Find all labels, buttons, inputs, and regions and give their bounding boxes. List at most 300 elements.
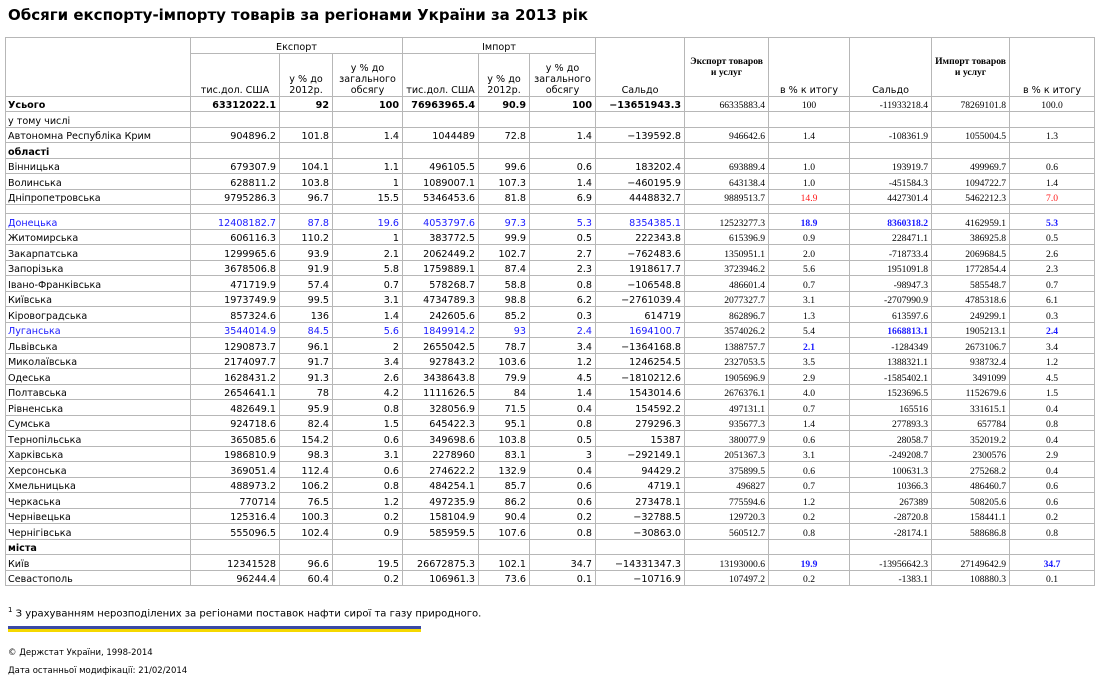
cell-export-pct-total: 1.4: [333, 127, 403, 143]
cell-import-goods-services: 486460.7: [932, 477, 1010, 493]
cell-export-pct-2012: 106.2: [280, 477, 333, 493]
cell-pct-itogu-2: [1010, 143, 1095, 159]
cell-saldo-2: -13956642.3: [850, 555, 932, 571]
cell-export-pct-2012: 154.2: [280, 431, 333, 447]
cell-export-goods-services: 13193000.6: [685, 555, 769, 571]
cell-import-pct-2012: 73.6: [479, 570, 530, 586]
cell-export-usd: 365085.6: [191, 431, 280, 447]
cell-pct-itogu: 0.8: [769, 524, 850, 540]
header-name-cell: [6, 38, 191, 97]
region-name: Рівненська: [6, 400, 191, 416]
cell-saldo-2: 613597.6: [850, 307, 932, 323]
cell-pct-itogu: 2.9: [769, 369, 850, 385]
cell-import-goods-services: 5462212.3: [932, 189, 1010, 205]
cell-export-usd: 555096.5: [191, 524, 280, 540]
cell-import-pct-2012: 99.6: [479, 158, 530, 174]
header-export-pct-total: у % до загального обсягу: [333, 53, 403, 96]
cell-import-goods-services: 4785318.6: [932, 291, 1010, 307]
cell-pct-itogu-2: 1.5: [1010, 384, 1095, 400]
table-row: [6, 158, 1095, 174]
cell-import-goods-services: 249299.1: [932, 307, 1010, 323]
cell-import-goods-services: 1055004.5: [932, 127, 1010, 143]
cell-import-pct-total: 0.2: [530, 508, 596, 524]
cell-export-pct-2012: [280, 539, 333, 555]
spacer-cell: [280, 205, 333, 214]
cell-export-goods-services: 9889513.7: [685, 189, 769, 205]
table-row: [6, 353, 1095, 369]
cell-saldo: −14331347.3: [596, 555, 685, 571]
region-name: Київ: [6, 555, 191, 571]
cell-export-pct-2012: 91.3: [280, 369, 333, 385]
section-row: [6, 112, 1095, 128]
cell-export-pct-2012: 76.5: [280, 493, 333, 509]
cell-import-pct-2012: 86.2: [479, 493, 530, 509]
header-export-goods-services: Экспорт товаров и услуг: [685, 38, 769, 97]
cell-pct-itogu: 0.2: [769, 570, 850, 586]
table-row: [6, 555, 1095, 571]
cell-import-pct-2012: [479, 539, 530, 555]
cell-import-usd: 1089007.1: [403, 174, 479, 190]
cell-pct-itogu: [769, 143, 850, 159]
cell-export-usd: 606116.3: [191, 229, 280, 245]
region-name: Хмельницька: [6, 477, 191, 493]
spacer-cell: [596, 205, 685, 214]
cell-export-pct-2012: 91.7: [280, 353, 333, 369]
cell-import-pct-2012: 58.8: [479, 276, 530, 292]
region-name: Автономна Республіка Крим: [6, 127, 191, 143]
cell-saldo: −139592.8: [596, 127, 685, 143]
cell-pct-itogu: 0.6: [769, 462, 850, 478]
cell-export-pct-2012: 60.4: [280, 570, 333, 586]
cell-import-usd: 2278960: [403, 446, 479, 462]
cell-import-usd: 484254.1: [403, 477, 479, 493]
cell-export-usd: 125316.4: [191, 508, 280, 524]
cell-export-pct-total: 19.5: [333, 555, 403, 571]
cell-pct-itogu-2: 1.2: [1010, 353, 1095, 369]
table-row: [6, 307, 1095, 323]
cell-import-pct-total: 0.6: [530, 477, 596, 493]
cell-saldo-2: [850, 112, 932, 128]
cell-saldo: −10716.9: [596, 570, 685, 586]
cell-import-pct-2012: 97.3: [479, 214, 530, 230]
cell-export-pct-2012: 78: [280, 384, 333, 400]
table-row: [6, 400, 1095, 416]
cell-import-pct-total: 2.4: [530, 322, 596, 338]
footnote-text: З урахуванням нерозподілених за регіонами поставок нафти сирої та газу природного.: [12, 608, 482, 620]
cell-export-pct-2012: 136: [280, 307, 333, 323]
cell-saldo: 1694100.7: [596, 322, 685, 338]
cell-import-pct-2012: [479, 143, 530, 159]
cell-export-pct-2012: 91.9: [280, 260, 333, 276]
spacer-cell: [530, 205, 596, 214]
cell-export-pct-2012: 112.4: [280, 462, 333, 478]
cell-import-usd: 158104.9: [403, 508, 479, 524]
cell-saldo-2: -108361.9: [850, 127, 932, 143]
cell-export-pct-total: 3.1: [333, 291, 403, 307]
table-row: [6, 291, 1095, 307]
cell-export-usd: 924718.6: [191, 415, 280, 431]
cell-export-pct-2012: 99.5: [280, 291, 333, 307]
cell-import-pct-total: 1.2: [530, 353, 596, 369]
table-row: [6, 245, 1095, 261]
cell-import-goods-services: 499969.7: [932, 158, 1010, 174]
cell-pct-itogu-2: 34.7: [1010, 555, 1095, 571]
cell-saldo-2: -249208.7: [850, 446, 932, 462]
cell-pct-itogu: 19.9: [769, 555, 850, 571]
spacer-cell: [479, 205, 530, 214]
cell-import-pct-2012: 87.4: [479, 260, 530, 276]
cell-saldo: 15387: [596, 431, 685, 447]
header-pct-itogu-2: в % к итогу: [1010, 38, 1095, 97]
cell-export-pct-2012: 104.1: [280, 158, 333, 174]
cell-pct-itogu: 2.0: [769, 245, 850, 261]
cell-export-goods-services: 1905696.9: [685, 369, 769, 385]
cell-pct-itogu-2: [1010, 112, 1095, 128]
cell-export-goods-services: 946642.6: [685, 127, 769, 143]
cell-import-usd: 2062449.2: [403, 245, 479, 261]
cell-import-goods-services: 4162959.1: [932, 214, 1010, 230]
cell-export-goods-services: 12523277.3: [685, 214, 769, 230]
cell-export-pct-total: 2.6: [333, 369, 403, 385]
cell-pct-itogu-2: 0.3: [1010, 307, 1095, 323]
cell-export-goods-services: 935677.3: [685, 415, 769, 431]
cell-import-usd: [403, 539, 479, 555]
cell-saldo-2: -98947.3: [850, 276, 932, 292]
cell-pct-itogu-2: 0.1: [1010, 570, 1095, 586]
cell-import-pct-2012: 103.8: [479, 431, 530, 447]
cell-saldo-2: -718733.4: [850, 245, 932, 261]
cell-saldo-2: -1383.1: [850, 570, 932, 586]
cell-saldo-2: 267389: [850, 493, 932, 509]
cell-saldo-2: 100631.3: [850, 462, 932, 478]
footnote: [8, 606, 481, 619]
region-name: Вінницька: [6, 158, 191, 174]
region-name: Сумська: [6, 415, 191, 431]
table-row: [6, 431, 1095, 447]
cell-export-pct-total: 1.1: [333, 158, 403, 174]
table-row: [6, 229, 1095, 245]
region-name: Львівська: [6, 338, 191, 354]
cell-export-usd: 471719.9: [191, 276, 280, 292]
cell-import-usd: 645422.3: [403, 415, 479, 431]
cell-pct-itogu: 0.7: [769, 400, 850, 416]
table-row: [6, 189, 1095, 205]
section-row: [6, 539, 1095, 555]
cell-import-usd: 76963965.4: [403, 96, 479, 112]
region-name: Миколаївська: [6, 353, 191, 369]
cell-saldo: −1810212.6: [596, 369, 685, 385]
cell-export-pct-total: 4.2: [333, 384, 403, 400]
header-import-pct-2012: у % до 2012р.: [479, 53, 530, 96]
spacer-cell: [403, 205, 479, 214]
cell-export-goods-services: 862896.7: [685, 307, 769, 323]
cell-import-usd: 1044489: [403, 127, 479, 143]
cell-pct-itogu: 1.3: [769, 307, 850, 323]
cell-pct-itogu-2: 4.5: [1010, 369, 1095, 385]
cell-export-pct-total: 0.8: [333, 477, 403, 493]
cell-pct-itogu: 1.4: [769, 415, 850, 431]
cell-export-usd: [191, 143, 280, 159]
cell-import-goods-services: [932, 112, 1010, 128]
cell-export-pct-total: 1.4: [333, 307, 403, 323]
cell-export-usd: 3678506.8: [191, 260, 280, 276]
cell-saldo: −106548.8: [596, 276, 685, 292]
cell-saldo-2: 277893.3: [850, 415, 932, 431]
cell-export-pct-2012: [280, 112, 333, 128]
cell-export-goods-services: 496827: [685, 477, 769, 493]
cell-pct-itogu: 1.4: [769, 127, 850, 143]
cell-saldo: 279296.3: [596, 415, 685, 431]
cell-saldo: −1364168.8: [596, 338, 685, 354]
cell-import-pct-2012: 107.6: [479, 524, 530, 540]
cell-export-usd: 857324.6: [191, 307, 280, 323]
cell-import-pct-total: 6.2: [530, 291, 596, 307]
cell-export-pct-total: 100: [333, 96, 403, 112]
cell-export-usd: 1628431.2: [191, 369, 280, 385]
cell-saldo: [596, 112, 685, 128]
cell-saldo: 4448832.7: [596, 189, 685, 205]
cell-saldo: 94429.2: [596, 462, 685, 478]
cell-saldo-2: -28174.1: [850, 524, 932, 540]
cell-pct-itogu: 5.6: [769, 260, 850, 276]
cell-import-usd: 1849914.2: [403, 322, 479, 338]
cell-export-usd: 96244.4: [191, 570, 280, 586]
cell-export-usd: 1299965.6: [191, 245, 280, 261]
region-name: Чернівецька: [6, 508, 191, 524]
cell-export-usd: 12341528: [191, 555, 280, 571]
cell-saldo: 273478.1: [596, 493, 685, 509]
cell-pct-itogu: 0.2: [769, 508, 850, 524]
cell-export-goods-services: 560512.7: [685, 524, 769, 540]
cell-export-usd: 1986810.9: [191, 446, 280, 462]
cell-export-goods-services: [685, 112, 769, 128]
header-saldo-2: Сальдо: [850, 38, 932, 97]
cell-saldo: −13651943.3: [596, 96, 685, 112]
cell-pct-itogu-2: 6.1: [1010, 291, 1095, 307]
table-row: [6, 96, 1095, 112]
cell-saldo-2: 165516: [850, 400, 932, 416]
cell-export-goods-services: 497131.1: [685, 400, 769, 416]
cell-import-goods-services: [932, 539, 1010, 555]
cell-export-pct-2012: 98.3: [280, 446, 333, 462]
cell-export-usd: 3544014.9: [191, 322, 280, 338]
modified-date: Дата останньої модифікації: 21/02/2014: [8, 666, 188, 676]
cell-export-usd: 770714: [191, 493, 280, 509]
cell-import-pct-total: 0.6: [530, 158, 596, 174]
cell-import-pct-2012: 93: [479, 322, 530, 338]
cell-pct-itogu-2: 0.6: [1010, 158, 1095, 174]
header-export: Експорт: [191, 38, 403, 54]
cell-export-pct-total: 19.6: [333, 214, 403, 230]
cell-pct-itogu: 4.0: [769, 384, 850, 400]
cell-import-usd: 3438643.8: [403, 369, 479, 385]
cell-import-goods-services: 508205.6: [932, 493, 1010, 509]
footnote-mark: 1: [8, 606, 13, 614]
cell-import-pct-2012: 132.9: [479, 462, 530, 478]
cell-import-pct-total: [530, 112, 596, 128]
cell-pct-itogu: 1.2: [769, 493, 850, 509]
cell-import-usd: 4734789.3: [403, 291, 479, 307]
cell-pct-itogu-2: 2.3: [1010, 260, 1095, 276]
cell-import-usd: 26672875.3: [403, 555, 479, 571]
cell-pct-itogu-2: 3.4: [1010, 338, 1095, 354]
cell-export-goods-services: 693889.4: [685, 158, 769, 174]
cell-saldo: 614719: [596, 307, 685, 323]
cell-pct-itogu: [769, 539, 850, 555]
region-name: Дніпропетровська: [6, 189, 191, 205]
cell-import-pct-total: 2.3: [530, 260, 596, 276]
cell-import-pct-2012: 85.2: [479, 307, 530, 323]
cell-import-pct-total: 0.1: [530, 570, 596, 586]
cell-import-goods-services: 158441.1: [932, 508, 1010, 524]
header-import-pct-total: у % до загального обсягу: [530, 53, 596, 96]
cell-import-pct-2012: 90.9: [479, 96, 530, 112]
cell-import-goods-services: 1094722.7: [932, 174, 1010, 190]
cell-export-pct-total: 0.7: [333, 276, 403, 292]
header-export-usd: тис.дол. США: [191, 53, 280, 96]
cell-export-usd: 2654641.1: [191, 384, 280, 400]
cell-pct-itogu-2: 0.4: [1010, 400, 1095, 416]
cell-import-usd: [403, 112, 479, 128]
cell-saldo-2: [850, 143, 932, 159]
cell-export-usd: [191, 112, 280, 128]
table-row: [6, 570, 1095, 586]
cell-export-goods-services: 66335883.4: [685, 96, 769, 112]
cell-import-goods-services: 1772854.4: [932, 260, 1010, 276]
cell-import-usd: [403, 143, 479, 159]
cell-saldo: 8354385.1: [596, 214, 685, 230]
table-row: [6, 322, 1095, 338]
cell-export-pct-2012: 82.4: [280, 415, 333, 431]
cell-import-pct-total: 2.7: [530, 245, 596, 261]
cell-saldo-2: 8360318.2: [850, 214, 932, 230]
cell-export-usd: 369051.4: [191, 462, 280, 478]
cell-export-goods-services: 486601.4: [685, 276, 769, 292]
cell-import-usd: 927843.2: [403, 353, 479, 369]
table-row: [6, 477, 1095, 493]
cell-import-goods-services: 2673106.7: [932, 338, 1010, 354]
flag-stripe: [8, 626, 421, 632]
cell-import-goods-services: 1905213.1: [932, 322, 1010, 338]
cell-export-usd: 9795286.3: [191, 189, 280, 205]
cell-pct-itogu: 1.0: [769, 158, 850, 174]
spacer-cell: [191, 205, 280, 214]
cell-import-pct-total: 0.8: [530, 415, 596, 431]
cell-export-pct-total: 2.1: [333, 245, 403, 261]
cell-pct-itogu-2: 0.5: [1010, 229, 1095, 245]
table-row: [6, 508, 1095, 524]
cell-pct-itogu-2: 5.3: [1010, 214, 1095, 230]
cell-export-pct-2012: 101.8: [280, 127, 333, 143]
region-name: у тому числі: [6, 112, 191, 128]
cell-export-goods-services: 375899.5: [685, 462, 769, 478]
cell-saldo-2: -28720.8: [850, 508, 932, 524]
cell-import-usd: 2655042.5: [403, 338, 479, 354]
region-name: Усього: [6, 96, 191, 112]
cell-import-pct-total: 6.9: [530, 189, 596, 205]
cell-export-goods-services: 1388757.7: [685, 338, 769, 354]
spacer-cell: [685, 205, 769, 214]
header-import-usd: тис.дол. США: [403, 53, 479, 96]
region-name: Кіровоградська: [6, 307, 191, 323]
region-name: Луганська: [6, 322, 191, 338]
cell-export-usd: [191, 539, 280, 555]
cell-import-pct-total: 0.6: [530, 493, 596, 509]
cell-import-goods-services: [932, 143, 1010, 159]
region-name: Київська: [6, 291, 191, 307]
cell-export-pct-total: [333, 112, 403, 128]
spacer-cell: [1010, 205, 1095, 214]
cell-saldo-2: 1388321.1: [850, 353, 932, 369]
cell-export-goods-services: 129720.3: [685, 508, 769, 524]
cell-saldo: 222343.8: [596, 229, 685, 245]
cell-import-goods-services: 3491099: [932, 369, 1010, 385]
cell-import-pct-2012: 84: [479, 384, 530, 400]
cell-export-pct-total: 0.6: [333, 462, 403, 478]
region-name: Херсонська: [6, 462, 191, 478]
cell-export-pct-2012: 102.4: [280, 524, 333, 540]
table-row: [6, 260, 1095, 276]
cell-export-goods-services: 3574026.2: [685, 322, 769, 338]
cell-export-goods-services: 2051367.3: [685, 446, 769, 462]
cell-import-pct-2012: 72.8: [479, 127, 530, 143]
cell-import-pct-2012: 81.8: [479, 189, 530, 205]
cell-pct-itogu-2: 2.6: [1010, 245, 1095, 261]
cell-export-pct-total: 1.2: [333, 493, 403, 509]
cell-export-usd: 1973749.9: [191, 291, 280, 307]
cell-export-pct-2012: 84.5: [280, 322, 333, 338]
cell-import-pct-total: 5.3: [530, 214, 596, 230]
cell-export-pct-total: 3.1: [333, 446, 403, 462]
cell-import-usd: 274622.2: [403, 462, 479, 478]
cell-export-pct-total: 5.6: [333, 322, 403, 338]
cell-saldo: −460195.9: [596, 174, 685, 190]
cell-saldo: 4719.1: [596, 477, 685, 493]
region-name: Одеська: [6, 369, 191, 385]
cell-import-goods-services: 2069684.5: [932, 245, 1010, 261]
cell-import-usd: 106961.3: [403, 570, 479, 586]
spacer-cell: [850, 205, 932, 214]
cell-export-usd: 63312022.1: [191, 96, 280, 112]
cell-pct-itogu: 0.7: [769, 477, 850, 493]
table-row: [6, 127, 1095, 143]
cell-export-pct-total: 0.2: [333, 570, 403, 586]
cell-export-pct-total: 0.9: [333, 524, 403, 540]
cell-export-pct-total: [333, 539, 403, 555]
cell-export-pct-total: 2: [333, 338, 403, 354]
table-row: [6, 524, 1095, 540]
cell-export-goods-services: 615396.9: [685, 229, 769, 245]
region-name: Житомирська: [6, 229, 191, 245]
cell-export-pct-2012: 57.4: [280, 276, 333, 292]
cell-saldo-2: [850, 539, 932, 555]
cell-pct-itogu-2: 2.9: [1010, 446, 1095, 462]
cell-pct-itogu-2: 0.6: [1010, 477, 1095, 493]
cell-import-usd: 328056.9: [403, 400, 479, 416]
cell-export-pct-2012: 92: [280, 96, 333, 112]
cell-export-pct-2012: 96.1: [280, 338, 333, 354]
cell-export-goods-services: 775594.6: [685, 493, 769, 509]
cell-pct-itogu: 100: [769, 96, 850, 112]
table-row: [6, 338, 1095, 354]
cell-export-goods-services: 2077327.7: [685, 291, 769, 307]
cell-import-pct-2012: 78.7: [479, 338, 530, 354]
table-row: [6, 214, 1095, 230]
region-name: Полтавська: [6, 384, 191, 400]
cell-import-pct-total: 4.5: [530, 369, 596, 385]
cell-saldo: 183202.4: [596, 158, 685, 174]
header-pct-itogu: в % к итогу: [769, 38, 850, 97]
